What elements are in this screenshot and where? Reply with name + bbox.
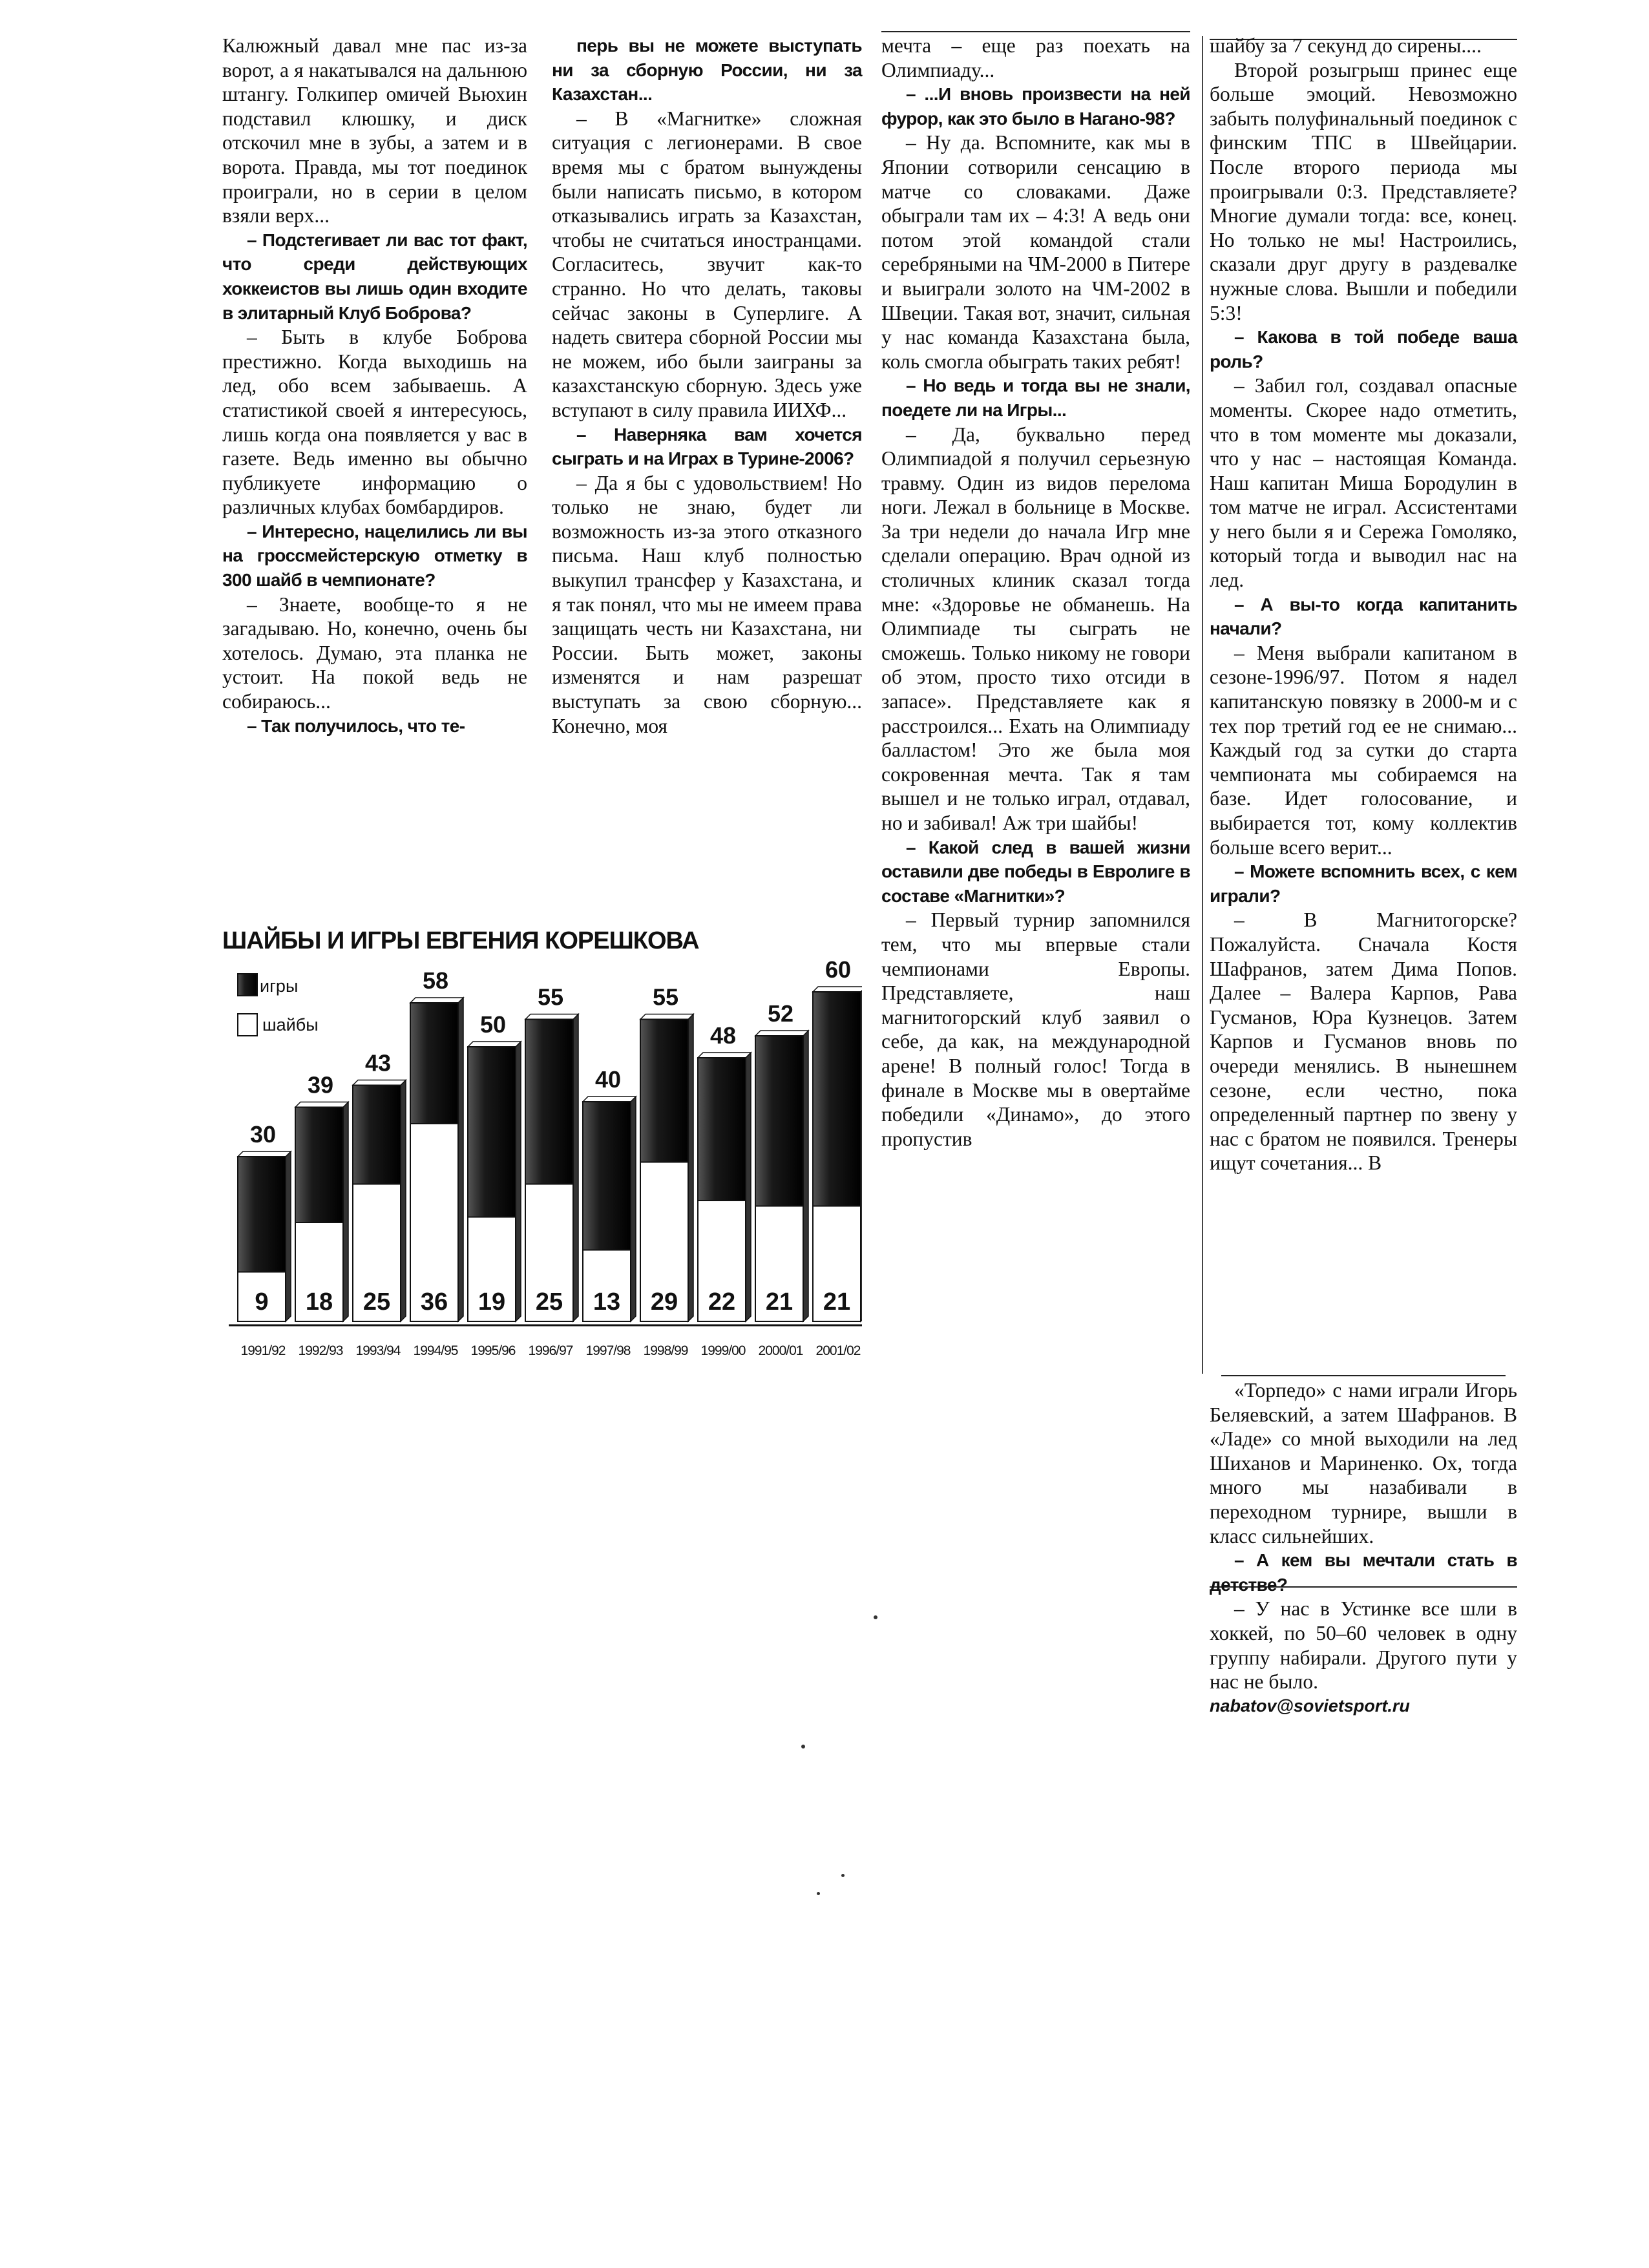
category-label: 1993/94 — [355, 1343, 401, 1358]
column-divider — [1202, 36, 1203, 1374]
category-label: 2000/01 — [758, 1343, 803, 1358]
bar-side — [631, 1097, 636, 1321]
scan-speck — [874, 1615, 877, 1619]
interview-question: – Но ведь и тогда вы не знали, поедете ли на Игры... — [881, 375, 1190, 420]
article-paragraph: – Забил гол, создавал опасные моменты. Скорее надо отметить, что в том моменте мы доказали, что у нас – настоящая Команда. Наш капитан Миша Бородулин в том матче не играл. Ассистентами у него были я и Сережа Гомоляко, который тогда и выводил нас на лед. — [1210, 374, 1517, 592]
category-label: 1996/97 — [528, 1343, 573, 1358]
article-paragraph: – В «Магнитке» сложная ситуация с легионерами. В свое время мы с братом вынуждены были написать письмо, в котором отказывались играть за Казахстан, чтобы не считаться иностранцами. Согласитесь, звучит как-то странно. Но что делать, таковы сейчас законы в Суперлиге. А надеть свитера сборной России мы не можем, ибо были заиграны за казахстанскую сборную. Здесь уже вступают в силу правила ИИХФ... — [552, 107, 862, 421]
category-label: 1992/93 — [298, 1343, 343, 1358]
article-paragraph: мечта – еще раз поехать на Олимпиаду... — [881, 34, 1190, 81]
data-label-goals: 29 — [650, 1288, 678, 1316]
data-label-games: 48 — [709, 1022, 737, 1049]
bar-top — [698, 1053, 751, 1058]
legend-label-goals: шайбы — [262, 1015, 319, 1034]
article-paragraph: – В Магнитогорске? Пожалуйста. Сначала Костя Шафранов, затем Дима Попов. Далее – Валера Карпов, Рава Гусманов, Юра Кузнецов. Затем Карпов и Гусманов вновь по очереди менялись. В нынешнем сезоне, если честно, пока определенный партнер по звену у нас с братом не появился. Тренеры ищут сочетания... В — [1210, 908, 1517, 1175]
data-label-games: 43 — [364, 1049, 392, 1076]
bar-side — [573, 1014, 578, 1322]
article-paragraph: – Первый турнир запомнился тем, что мы впервые стали чемпионами Европы. Представляете, наш магнитогорский клуб заявил о себе, да как, на международной арене! В полный голос! Тогда в финале в Москве мы в овертайме победили «Динамо», до этого пропустив — [881, 908, 1190, 1150]
bar-side — [803, 1031, 808, 1321]
interview-question: – Можете вспомнить всех, с кем играли? — [1210, 861, 1517, 906]
data-label-goals: 21 — [823, 1288, 851, 1316]
bar-top — [525, 1014, 578, 1020]
goals-games-chart — [222, 927, 862, 1380]
bar-top — [755, 1031, 808, 1036]
interview-question: – А кем вы мечтали стать в детстве? — [1210, 1550, 1517, 1595]
bar-side — [746, 1053, 751, 1321]
interview-question: – Подстегивает ли вас тот факт, что среди действующих хоккеистов вы лишь один входите в элитарный Клуб Боброва? — [222, 229, 527, 323]
data-label-games: 60 — [824, 956, 852, 983]
bar-side — [458, 998, 463, 1321]
article-paragraph: – Быть в клубе Боброва престижно. Когда выходишь на лед, обо всем забываешь. А статистикой своей я интересуюсь, лишь когда она появляется у вас в газете. Ведь именно вы обычно публикуете информацию о различных клубах бомбардиров. — [222, 326, 527, 519]
data-label-goals: 13 — [593, 1288, 621, 1316]
interview-question: – ...И вновь произвести на ней фурор, как это было в Нагано-98? — [881, 84, 1190, 129]
article-column-3 — [881, 34, 1190, 1151]
bar-top — [468, 1042, 521, 1047]
interview-question: перь вы не можете выступать ни за сборную России, ни за Казахстан... — [552, 36, 862, 105]
article-column-4-continued — [1210, 1378, 1517, 1718]
bar-top — [583, 1097, 636, 1102]
data-label-games: 50 — [479, 1011, 507, 1038]
article-paragraph: «Торпедо» с нами играли Игорь Беляевский, а затем Шафранов. В «Ладе» со мной выходили на лед Шиханов и Мариненко. Ох, тогда много мы назабивали в переходном турнире, вышли в класс сильнейших. — [1210, 1379, 1517, 1548]
bar-side — [401, 1080, 406, 1322]
article-paragraph: Калюжный давал мне пас из-за ворот, а я накатывался на дальнюю штангу. Голкипер омичей Вьюхин подставил клюшку, и диск отскочил мне в зубы, а затем и в ворота. Правда, мы тот поединок проиграли, но в серии в целом взяли верх... — [222, 34, 527, 227]
bar-side — [343, 1102, 348, 1322]
data-label-goals: 22 — [708, 1288, 736, 1316]
category-label: 1991/92 — [240, 1343, 286, 1358]
interview-question: – Интересно, нацелились ли вы на гроссмейстерскую отметку в 300 шайб в чемпионате? — [222, 521, 527, 591]
article-paragraph: – У нас в Устинке все шли в хоккей, по 50–60 человек в одну группу набирали. Другого пути у нас не было. — [1210, 1597, 1517, 1694]
scan-speck — [817, 1892, 820, 1895]
article-paragraph: – Меня выбрали капитаном в сезоне-1996/97. Потом я надел капитанскую повязку в 2000-м и с тех пор третий год ее не снимаю... Каждый год за сутки до старта чемпионата мы собираемся на базе. Идет голосование, и выбирается тот, кому коллектив больше всего верит... — [1210, 641, 1517, 859]
data-label-goals: 9 — [255, 1288, 269, 1316]
data-label-games: 55 — [537, 983, 564, 1011]
bar-side — [286, 1151, 291, 1321]
data-label-games: 30 — [249, 1121, 277, 1148]
data-label-games: 58 — [422, 967, 449, 994]
bar-top — [295, 1102, 348, 1108]
interview-question: – Какова в той победе ваша роль? — [1210, 327, 1517, 372]
legend-swatch-games — [238, 974, 257, 996]
data-label-games: 40 — [594, 1066, 622, 1093]
data-label-goals: 25 — [362, 1288, 391, 1316]
data-label-goals: 25 — [535, 1288, 563, 1316]
data-label-goals: 21 — [765, 1288, 793, 1316]
category-label: 1999/00 — [700, 1343, 746, 1358]
article-column-1 — [222, 34, 527, 738]
data-label-goals: 36 — [420, 1288, 448, 1316]
article-column-2 — [552, 34, 862, 738]
category-label: 1997/98 — [585, 1343, 631, 1358]
category-label: 1994/95 — [413, 1343, 458, 1358]
article-paragraph: – Знаете, вообще-то я не загадываю. Но, конечно, очень бы хотелось. Думаю, эта планка не устоит. На покой ведь не собираюсь... — [222, 593, 527, 713]
bar-top — [238, 1151, 291, 1157]
bar-side — [516, 1042, 521, 1321]
category-label: 2001/02 — [815, 1343, 861, 1358]
data-label-games: 55 — [652, 983, 679, 1011]
chart-title: ШАЙБЫ И ИГРЫ ЕВГЕНИЯ КОРЕШКОВА — [222, 927, 699, 954]
article-paragraph: – Да, буквально перед Олимпиадой я получил серьезную травму. Один из видов перелома ноги. Лежал в больнице в Москве. За три недели до начала Игр мне сделали операцию. Врач одной из столичных клиник сказал тогда мне: «Здоровье не обманешь. На Олимпиаде ты сыграть не сможешь. Только никому не говори об этом, просто тихо отсиди в запасе». Представляете как я расстроился... Ехать на Олимпиаду балластом! Это же была моя сокровенная мечта. Так я там вышел и не только играл, отдавал, но и забивал! Аж три шайбы! — [881, 423, 1190, 834]
interview-question: – Какой след в вашей жизни оставили две победы в Евролиге в составе «Магнитки»? — [881, 837, 1190, 906]
legend-label-games: игры — [260, 976, 299, 996]
top-rule-col3 — [881, 31, 1190, 32]
author-email: nabatov@sovietsport.ru — [1210, 1696, 1410, 1716]
bar-side — [688, 1014, 693, 1322]
data-label-games: 39 — [307, 1071, 334, 1098]
data-label-goals: 18 — [305, 1288, 333, 1316]
category-label: 1998/99 — [643, 1343, 688, 1358]
interview-question: – Наверняка вам хочется сыграть и на Играх в Турине-2006? — [552, 424, 862, 469]
category-label: 1995/96 — [470, 1343, 516, 1358]
bar-top — [353, 1080, 406, 1086]
legend-swatch-goals — [238, 1014, 257, 1036]
data-label-goals: 19 — [478, 1288, 506, 1316]
rule-col4-mid — [1221, 1375, 1506, 1376]
data-label-games: 52 — [767, 1000, 794, 1027]
scan-speck — [801, 1745, 805, 1748]
article-column-4 — [1210, 34, 1517, 1175]
article-paragraph: – Ну да. Вспомните, как мы в Японии сотворили сенсацию в матче со словаками. Даже обыграли там их – 4:3! А ведь они потом этой командой стали серебряными на ЧМ-2000 в Питере и выиграли золото на ЧМ-2002 в Швеции. Такая вот, значит, сильная у нас команда Казахстана была, коль смогла обыграть таких ребят! — [881, 131, 1190, 373]
interview-question: – А вы-то когда капитанить начали? — [1210, 594, 1517, 639]
article-paragraph: – Да я бы с удовольствием! Но только не знаю, будет ли возможность из-за этого отказного письма. Наш клуб полностью выкупил трансфер у Казахстана, и я так понял, что мы не имеем права защищать честь ни Казахстана, ни России. Быть может, законы изменятся и нам разрешат выступать за свою сборную... Конечно, моя — [552, 471, 862, 737]
bar-top — [410, 998, 463, 1003]
scan-speck — [841, 1874, 845, 1877]
bar-top — [640, 1014, 693, 1020]
chart-plot — [222, 927, 862, 1380]
article-paragraph: шайбу за 7 секунд до сирены.... — [1210, 34, 1482, 57]
article-paragraph: Второй розыгрыш принес еще больше эмоций. Невозможно забыть полуфинальный поединок с финским ТПС в Швейцарии. После второго периода мы проигрывали 0:3. Представляете? Многие думали тогда: все, конец. Но только не мы! Настроились, сказали друг другу в раздевалке нужные слова. Вышли и победили 5:3! — [1210, 58, 1517, 324]
bar-top — [813, 987, 862, 992]
interview-question: – Так получилось, что те- — [247, 715, 465, 736]
